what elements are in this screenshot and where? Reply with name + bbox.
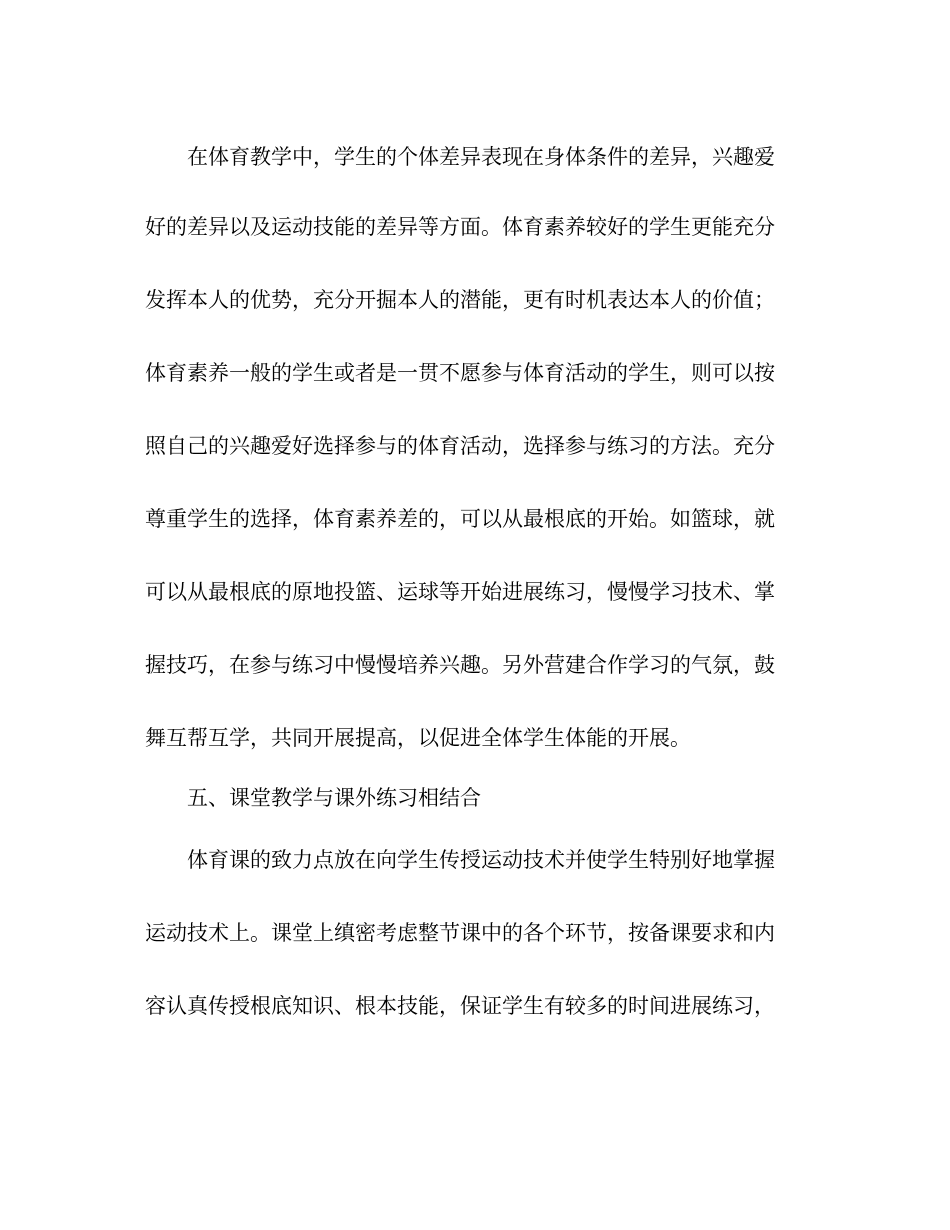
paragraph-1-line-6: 尊重学生的选择，体育素养差的，可以从最根底的开始。如篮球，就 xyxy=(145,507,775,531)
paragraph-1-line-1: 在体育教学中，学生的个体差异表现在身体条件的差异，兴趣爱 xyxy=(187,145,775,169)
paragraph-1-line-9: 舞互帮互学，共同开展提高，以促进全体学生体能的开展。 xyxy=(145,726,691,750)
paragraph-2-line-3: 容认真传授根底知识、根本技能，保证学生有较多的时间进展练习， xyxy=(145,994,775,1018)
paragraph-1-line-5: 照自己的兴趣爱好选择参与的体育活动，选择参与练习的方法。充分 xyxy=(145,434,775,458)
paragraph-1-line-3: 发挥本人的优势，充分开掘本人的潜能，更有时机表达本人的价值； xyxy=(145,288,775,312)
section-heading: 五、课堂教学与课外练习相结合 xyxy=(187,786,481,810)
paragraph-1-line-2: 好的差异以及运动技能的差异等方面。体育素养较好的学生更能充分 xyxy=(145,215,775,239)
paragraph-1-line-8: 握技巧，在参与练习中慢慢培养兴趣。另外营建合作学习的气氛，鼓 xyxy=(145,653,775,677)
paragraph-1-line-7: 可以从最根底的原地投篮、运球等开始进展练习，慢慢学习技术、掌 xyxy=(145,580,775,604)
paragraph-2-line-2: 运动技术上。课堂上缜密考虑整节课中的各个环节，按备课要求和内 xyxy=(145,921,775,945)
paragraph-1-line-4: 体育素养一般的学生或者是一贯不愿参与体育活动的学生，则可以按 xyxy=(145,361,775,385)
paragraph-2-line-1: 体育课的致力点放在向学生传授运动技术并使学生特别好地掌握 xyxy=(187,848,775,872)
